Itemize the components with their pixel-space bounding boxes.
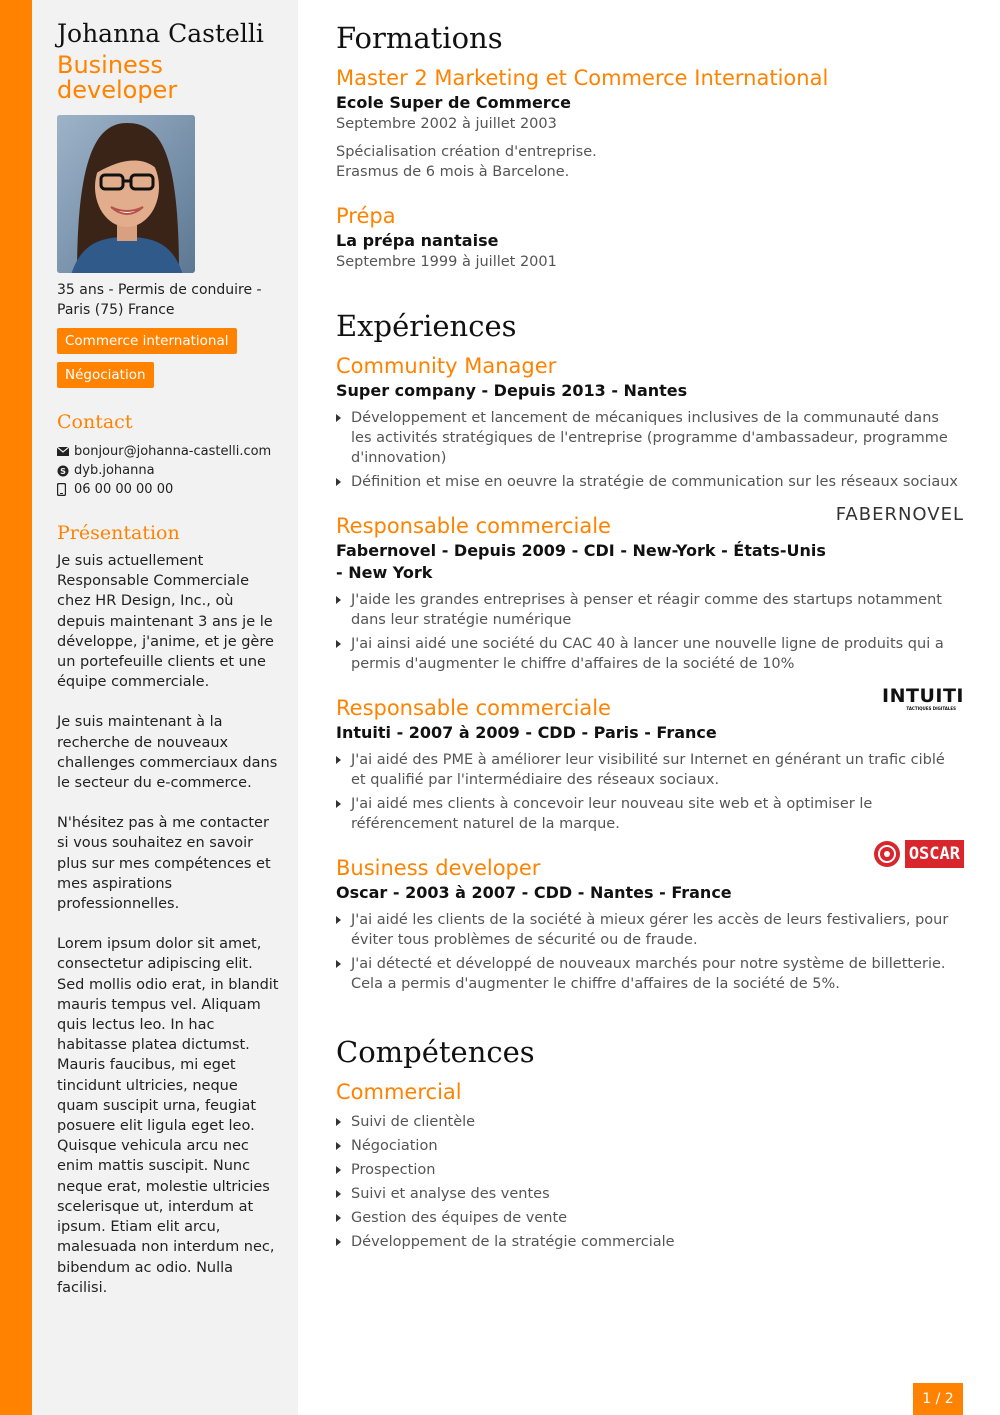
experience-title: Responsable commerciale (336, 696, 611, 720)
formation-dates: Septembre 1999 à juillet 2001 (336, 254, 557, 270)
bullet-arrow-icon (336, 596, 341, 604)
bullet-arrow-icon (336, 1238, 341, 1246)
sidebar-content (57, 18, 282, 1318)
intuiti-logo-text: INTUITI (882, 685, 964, 707)
list-item: J'aide les grandes entreprises à penser et réagir comme des startups notamment dans leur stratégie numérique (336, 590, 964, 630)
accent-stripe (0, 0, 32, 1415)
fabernovel-logo (836, 504, 964, 525)
formation-degree: Prépa (336, 204, 396, 228)
formation-dates: Septembre 2002 à juillet 2003 (336, 116, 557, 132)
competence-list (336, 1112, 964, 1252)
contact-heading: Contact (57, 411, 133, 433)
list-item: Suivi et analyse des ventes (336, 1184, 964, 1204)
formation-item (336, 202, 964, 272)
skype-icon (57, 465, 74, 477)
experience-title: Responsable commerciale (336, 514, 611, 538)
list-item: Négociation (336, 1136, 964, 1156)
profile-photo (57, 115, 195, 273)
main-content (336, 18, 964, 1256)
bullet-arrow-icon (336, 640, 341, 648)
presentation-paragraph: N'hésitez pas à me contacter si vous souhaitez en savoir plus sur mes compétences et mes aspirations professionnelles. (57, 815, 271, 913)
competences-heading: Compétences (336, 1035, 535, 1069)
contact-skype[interactable] (57, 461, 282, 480)
bullet-arrow-icon (336, 960, 341, 968)
list-item: J'ai ainsi aidé une société du CAC 40 à lancer une nouvelle ligne de produits qui a permis d'augmenter le chiffre d'affaires de la société de 10% (336, 634, 964, 674)
experience-title: Business developer (336, 856, 541, 880)
candidate-name: Johanna Castelli (57, 19, 264, 48)
experience-bullets (336, 408, 964, 492)
experience-item (336, 352, 964, 492)
experience-title: Community Manager (336, 354, 557, 378)
envelope-icon (57, 447, 74, 456)
presentation-text (57, 551, 282, 1298)
formation-school: La prépa nantaise (336, 231, 499, 250)
presentation-heading: Présentation (57, 522, 180, 544)
presentation-paragraph: Lorem ipsum dolor sit amet, consectetur adipiscing elit. Sed mollis odio erat, in blandit mauris tempus vel. Aliquam quis lectus leo. In hac habitasse platea dictumst. Mauris faucibus, mi eget tincidunt ultricies, neque quam suscipit urna, feugiat posuere elit ligula eget leo. Quisque vehicula arcu nec enim mattis suscipit. Nunc neque erat, molestie ultricies scelerisque ut, interdum at ipsum. Etiam elit arcu, malesuada non interdum nec, bibendum ac odio. Nulla facilisi. (57, 936, 279, 1296)
intuiti-logo (882, 686, 964, 712)
page-indicator: 1 / 2 (913, 1383, 963, 1415)
formation-description (336, 142, 964, 182)
bullet-arrow-icon (336, 1166, 341, 1174)
tag-commerce-international: Commerce international (57, 328, 237, 354)
list-item: Prospection (336, 1160, 964, 1180)
formation-desc-line: Erasmus de 6 mois à Barcelone. (336, 164, 570, 180)
list-item: Développement et lancement de mécaniques inclusives de la communauté dans les activités stratégiques de l'entreprise (programme d'ambassadeur, programme d'innovation) (336, 408, 964, 468)
experience-bullets (336, 750, 964, 834)
oscar-logo (873, 840, 964, 868)
email-text: bonjour@johanna-castelli.com (74, 444, 272, 459)
contact-phone[interactable] (57, 480, 282, 499)
experience-item (336, 844, 964, 994)
bullet-arrow-icon (336, 1214, 341, 1222)
competence-category: Commercial (336, 1080, 462, 1104)
profile-photo-illustration (57, 115, 195, 273)
experience-item (336, 504, 964, 674)
experience-bullets (336, 910, 964, 994)
formation-desc-line: Spécialisation création d'entreprise. (336, 144, 597, 160)
bullet-arrow-icon (336, 1142, 341, 1150)
experience-company: Oscar - 2003 à 2007 - CDD - Nantes - France (336, 883, 732, 902)
tag-list (57, 320, 282, 388)
personal-info: 35 ans - Permis de conduire - Paris (75) France (57, 282, 262, 318)
competences-section (336, 1032, 964, 1252)
phone-text: 06 00 00 00 00 (74, 482, 174, 497)
experience-company: Super company - Depuis 2013 - Nantes (336, 381, 688, 400)
bullet-arrow-icon (336, 478, 341, 486)
formations-section (336, 18, 964, 272)
list-item: J'ai aidé des PME à améliorer leur visibilité sur Internet en générant un trafic ciblé et qualifié par l'intermédiaire des réseaux sociaux. (336, 750, 964, 790)
experience-company: Intuiti - 2007 à 2009 - CDD - Paris - France (336, 723, 717, 742)
formation-school: Ecole Super de Commerce (336, 93, 572, 112)
presentation-paragraph: Je suis maintenant à la recherche de nouveaux challenges commerciaux dans le secteur du e-commerce. (57, 714, 278, 792)
list-item: Développement de la stratégie commerciale (336, 1232, 964, 1252)
experience-bullets (336, 590, 964, 674)
svg-text:S: S (60, 466, 66, 476)
presentation-paragraph: Je suis actuellement Responsable Commerciale chez HR Design, Inc., où depuis maintenant 3 ans je le développe, j'anime, et je gère un portefeuille clients et une équipe commerciale. (57, 553, 274, 691)
experience-item (336, 685, 964, 834)
contact-list (57, 442, 282, 499)
experience-company: Fabernovel - Depuis 2009 - CDI - New-York - États-Unis - New York (336, 541, 826, 582)
list-item: J'ai aidé mes clients à concevoir leur nouveau site web et à optimiser le référencement naturel de la marque. (336, 794, 964, 834)
formations-heading: Formations (336, 21, 503, 55)
intuiti-logo-subtext: TACTIQUES DIGITALES (906, 706, 956, 711)
tag-negociation: Négociation (57, 362, 154, 388)
skype-text: dyb.johanna (74, 463, 155, 478)
bullet-arrow-icon (336, 1190, 341, 1198)
candidate-role: Business developer (57, 51, 178, 104)
contact-email[interactable] (57, 442, 282, 461)
list-item: J'ai aidé les clients de la société à mieux gérer les accès de leurs festivaliers, pour éviter tous problèmes de sécurité ou de fraude. (336, 910, 964, 950)
list-item: Suivi de clientèle (336, 1112, 964, 1132)
list-item: J'ai détecté et développé de nouveaux marchés pour notre système de billetterie. Cela a permis d'augmenter le chiffre d'affaires de la société de 5%. (336, 954, 964, 994)
bullet-arrow-icon (336, 1118, 341, 1126)
experiences-section (336, 306, 964, 994)
oscar-emblem-icon (873, 840, 901, 868)
list-item: Gestion des équipes de vente (336, 1208, 964, 1228)
list-item: Définition et mise en oeuvre la stratégie de communication sur les réseaux sociaux (336, 472, 964, 492)
bullet-arrow-icon (336, 756, 341, 764)
bullet-arrow-icon (336, 916, 341, 924)
sidebar (32, 0, 298, 1415)
formation-item (336, 64, 964, 182)
formation-degree: Master 2 Marketing et Commerce International (336, 66, 829, 90)
fabernovel-logo-text: FABERNOVEL (835, 504, 964, 525)
phone-icon (57, 483, 74, 496)
experiences-heading: Expériences (336, 309, 517, 343)
bullet-arrow-icon (336, 414, 341, 422)
oscar-logo-text: OSCAR (905, 840, 964, 868)
bullet-arrow-icon (336, 800, 341, 808)
